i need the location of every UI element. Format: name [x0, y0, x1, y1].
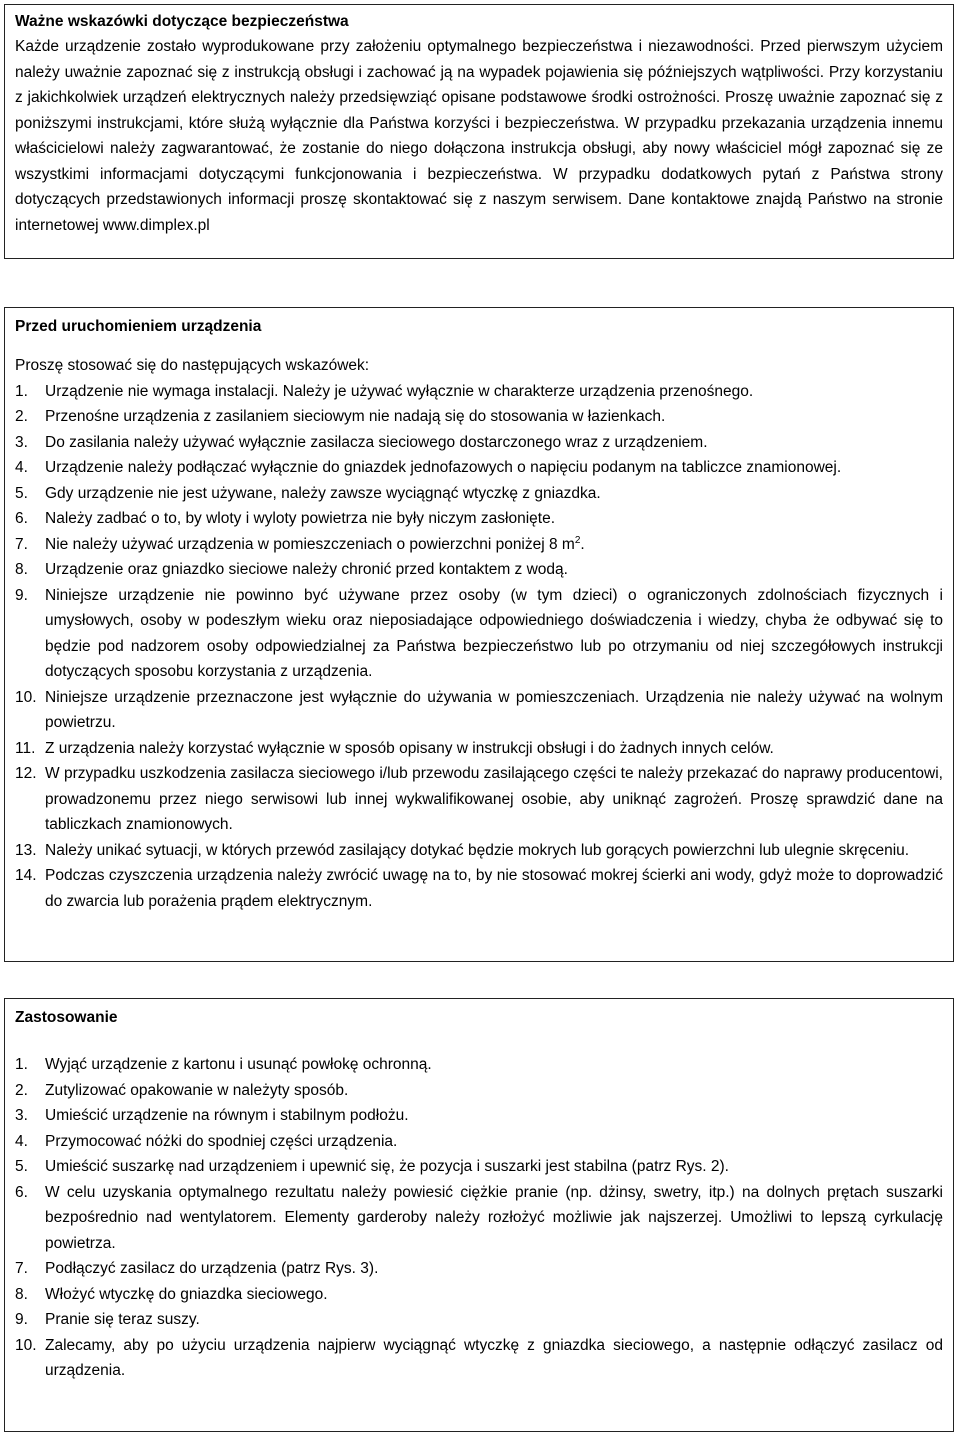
- item-text: Niniejsze urządzenie nie powinno być używane przez osoby (w tym dzieci) o ograniczonych zdolnościach fizycznych i umysłowych, osoby w podeszłym wieku oraz nieposiadające odpowiedniego doświadczenia i wiedzy, chyba że odbywać się to będzie pod nadzorem osoby odpowiedzialnej za Państwa bezpieczeństwo lub po otrzymaniu od niej szczegółowych instrukcji dotyczących sposobu korzystania z urządzenia.: [45, 586, 943, 680]
- item-number: 9.: [15, 1311, 28, 1328]
- item-text: Urządzenie nie wymaga instalacji. Należy je używać wyłącznie w charakterze urządzenia przenośnego.: [45, 382, 754, 400]
- superscript: 2: [574, 534, 581, 546]
- item-number: 4.: [15, 1132, 28, 1150]
- list-item: [15, 761, 943, 838]
- list-item: [15, 404, 943, 430]
- list-item: [15, 1333, 943, 1384]
- item-number: 11.: [15, 739, 36, 757]
- list-item: [15, 1307, 943, 1333]
- before-use-list: [15, 379, 943, 915]
- item-text: Do zasilania należy używać wyłącznie zasilacza sieciowego dostarczonego wraz z urządzeniem.: [45, 433, 708, 451]
- item-number: 7.: [15, 1260, 28, 1277]
- item-text: Umieścić urządzenie na równym i stabilnym podłożu.: [45, 1107, 409, 1124]
- item-number: 6.: [15, 510, 28, 527]
- item-text: Gdy urządzenie nie jest używane, należy zawsze wyciągnąć wtyczkę z gniazdka.: [45, 484, 601, 502]
- item-number: 4.: [15, 459, 28, 476]
- item-text: Urządzenie oraz gniazdko sieciowe należy chronić przed kontaktem z wodą.: [45, 561, 568, 578]
- item-text: Włożyć wtyczkę do gniazdka sieciowego.: [45, 1285, 328, 1303]
- before-use-lead: Proszę stosować się do następujących wskazówek:: [15, 357, 370, 374]
- item-text: Zutylizować opakowanie w należyty sposób.: [45, 1081, 349, 1099]
- list-item: [15, 430, 943, 456]
- item-number: 5.: [15, 484, 28, 502]
- item-text: Zalecamy, aby po użyciu urządzenia najpierw wyciągnąć wtyczkę z gniazdka sieciowego, a następnie odłączyć zasilacz od urządzenia.: [45, 1336, 943, 1379]
- item-text: W przypadku uszkodzenia zasilacza sieciowego i/lub przewodu zasilającego części te należy przekazać do naprawy producentowi, prowadzonemu przez niego serwisowi lub innej wykwalifikowanej osobie, aby uniknąć zagrożeń. Proszę sprawdzić dane na tabliczkach znamionowych.: [45, 765, 943, 833]
- list-item: [15, 1256, 943, 1282]
- list-item: [15, 1078, 943, 1104]
- item-number: 14.: [15, 867, 37, 884]
- list-item: [15, 506, 943, 532]
- item-text: Przenośne urządzenia z zasilaniem sieciowym nie nadają się do stosowania w łazienkach.: [45, 408, 666, 425]
- list-item: [15, 481, 943, 507]
- list-item: [15, 736, 943, 762]
- usage-section: [4, 998, 954, 1432]
- item-number: 1.: [15, 1056, 28, 1073]
- item-number: 2.: [15, 408, 28, 425]
- item-number: 13.: [15, 841, 37, 859]
- item-text: Z urządzenia należy korzystać wyłącznie w sposób opisany w instrukcji obsługi i do żadnych innych celów.: [45, 739, 774, 757]
- item-text: Przymocować nóżki do spodniej części urządzenia.: [45, 1132, 398, 1150]
- item-number: 2.: [15, 1081, 28, 1099]
- item-text: W celu uzyskania optymalnego rezultatu należy powiesić ciężkie pranie (np. dżinsy, swetry, itp.) na dolnych prętach suszarki bezpośrednio nad wentylatorem. Elementy garderoby należy rozłożyć możliwie jak najszerzej. Umożliwi to lepszą cyrkulację powietrza.: [45, 1183, 943, 1252]
- item-number: 8.: [15, 561, 28, 578]
- item-number: 1.: [15, 382, 28, 400]
- list-item: [15, 379, 943, 405]
- list-item: [15, 1129, 943, 1155]
- item-text: Należy zadbać o to, by wloty i wyloty powietrza nie były niczym zasłonięte.: [45, 510, 555, 527]
- list-item: [15, 1180, 943, 1257]
- list-item: [15, 863, 943, 914]
- item-number: 10.: [15, 1336, 37, 1354]
- list-item: [15, 685, 943, 736]
- item-text: Urządzenie należy podłączać wyłącznie do gniazdek jednofazowych o napięciu podanym na tabliczce znamionowej.: [45, 459, 842, 476]
- item-number: 12.: [15, 765, 37, 782]
- item-number: 7.: [15, 535, 28, 553]
- item-number: 3.: [15, 433, 28, 451]
- item-text-end: .: [580, 535, 585, 553]
- before-use-section: [4, 307, 954, 962]
- safety-title: Ważne wskazówki dotyczące bezpieczeństwa: [15, 13, 349, 30]
- before-use-title: Przed uruchomieniem urządzenia: [15, 318, 262, 335]
- item-text: Podłączyć zasilacz do urządzenia (patrz Rys. 3).: [45, 1260, 379, 1277]
- item-text: Podczas czyszczenia urządzenia należy zwrócić uwagę na to, by nie stosować mokrej ścierki ani wody, gdyż może to doprowadzić do zwarcia lub porażenia prądem elektrycznym.: [45, 867, 943, 910]
- safety-text: Każde urządzenie zostało wyprodukowane przy założeniu optymalnego bezpieczeństwa i niezawodności. Przed pierwszym użyciem należy uważnie zapoznać się z instrukcją obsługi i zachować ją na wypadek pojawienia się późniejszych wątpliwości. Przy korzystaniu z jakichkolwiek urządzeń elektrycznych należy przedsięwziąć opisane podstawowe środki ostrożności. Proszę uważnie zapoznać się z poniższymi instrukcjami, które służą wyłącznie dla Państwa korzyści i bezpieczeństwa. W przypadku przekazania urządzenia innemu właścicielowi należy zagwarantować, że zostanie do niego dołączona instrukcja obsługi, aby nowy właściciel mógł zapoznać się ze wszystkimi informacjami dotyczącymi funkcjonowania i bezpieczeństwa. W przypadku dodatkowych pytań z Państwa strony dotyczących przedstawionych informacji proszę skontaktować się z naszym serwisem. Dane kontaktowe znajdą Państwo na stronie internetowej www.dimplex.pl: [15, 38, 943, 234]
- item-number: 9.: [15, 586, 28, 604]
- item-text: Wyjąć urządzenie z kartonu i usunąć powłokę ochronną.: [45, 1056, 432, 1073]
- list-item: [15, 455, 943, 481]
- list-item: [15, 1154, 943, 1180]
- usage-title: Zastosowanie: [15, 1009, 118, 1026]
- item-number: 10.: [15, 688, 37, 706]
- usage-list: [15, 1052, 943, 1384]
- item-number: 6.: [15, 1183, 28, 1201]
- safety-section: [4, 4, 954, 259]
- item-text: Pranie się teraz suszy.: [45, 1311, 200, 1328]
- list-item: [15, 557, 943, 583]
- item-text: Nie należy używać urządzenia w pomieszczeniach o powierzchni poniżej 8 m: [45, 535, 575, 553]
- item-number: 3.: [15, 1107, 28, 1124]
- item-number: 8.: [15, 1285, 28, 1303]
- item-text: Niniejsze urządzenie przeznaczone jest wyłącznie do używania w pomieszczeniach. Urządzenia nie należy używać na wolnym powietrzu.: [45, 688, 943, 731]
- list-item: [15, 532, 943, 558]
- item-text: Należy unikać sytuacji, w których przewód zasilający dotykać będzie mokrych lub gorących powierzchni lub ulegnie skręceniu.: [45, 841, 910, 859]
- item-text: Umieścić suszarkę nad urządzeniem i upewnić się, że pozycja i suszarki jest stabilna (patrz Rys. 2).: [45, 1158, 729, 1175]
- list-item: [15, 1282, 943, 1308]
- list-item: [15, 583, 943, 685]
- list-item: [15, 838, 943, 864]
- item-number: 5.: [15, 1158, 28, 1175]
- list-item: [15, 1103, 943, 1129]
- list-item: [15, 1052, 943, 1078]
